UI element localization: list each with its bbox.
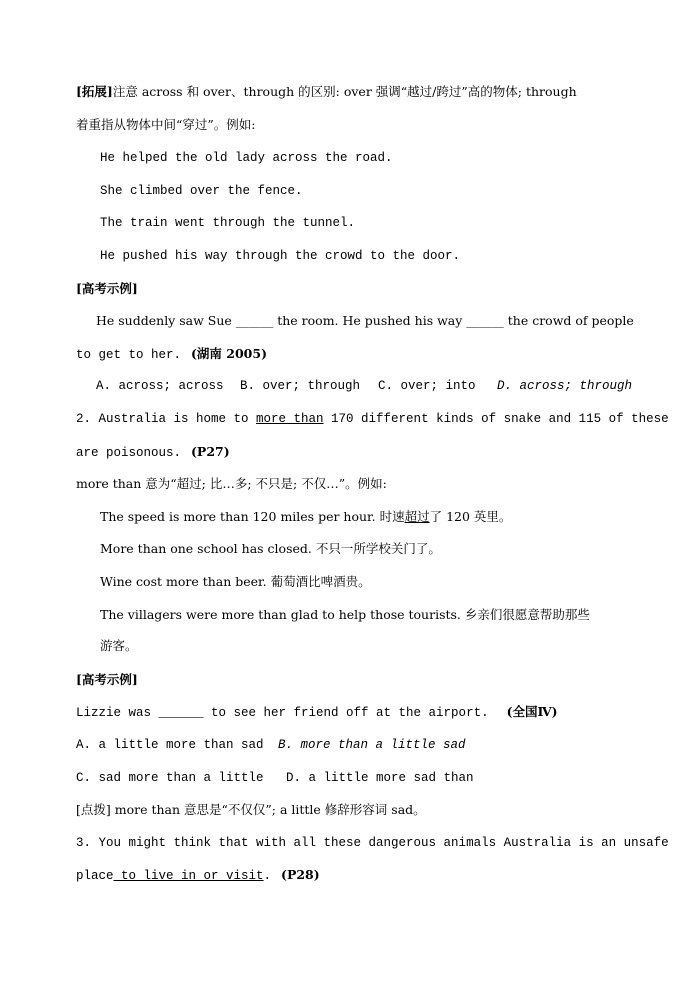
item3-line-2 [76, 867, 320, 884]
gaokao2-hint: [点拨] more than 意思是“不仅仅”; a little 修辞形容词 sad。 [76, 802, 426, 817]
gaokao1-question-end: to get to her. [76, 348, 182, 362]
gaokao1-question-line-1: He suddenly saw Sue ______ the room. He pushed his way ______ the crowd of people [96, 313, 634, 328]
expand-example-4: He pushed his way through the crowd to the door. [100, 249, 461, 263]
item3-pre: place [76, 869, 114, 883]
item2-line-2-text: are poisonous. [76, 446, 182, 460]
expand-line-1 [76, 84, 577, 100]
gaokao2-source: (全国Ⅳ) [506, 704, 558, 719]
gaokao1-option-c: C. over; into [378, 379, 476, 393]
item2-line-2 [76, 444, 230, 461]
gaokao2-option-d: D. a little more sad than [286, 771, 474, 785]
item2-underlined: more than [256, 412, 324, 426]
gaokao2-option-b: B. more than a little sad [278, 738, 466, 752]
item3-page-ref: (P28) [281, 867, 320, 882]
expand-example-2: She climbed over the fence. [100, 184, 303, 198]
gaokao-heading-2: [高考示例] [76, 672, 138, 687]
expand-tag: [拓展] [76, 84, 113, 99]
expand-text-1: 注意 across 和 over、through 的区别: over 强调“越过/跨过”高的物体; through [112, 84, 577, 99]
expand-example-1: He helped the old lady across the road. [100, 151, 393, 165]
gaokao2-option-a: A. a little more than sad [76, 738, 264, 752]
item2-explanation: more than 意为“超过; 比…多; 不只是; 不仅…”。例如: [76, 476, 387, 491]
item2-post: 170 different kinds of snake and 115 of these [323, 412, 669, 426]
item2-page-ref: (P27) [191, 444, 230, 459]
expand-line-2: 着重指从物体中间“穿过”。例如: [76, 117, 256, 132]
item3-line-1: 3. You might think that with all these dangerous animals Australia is an unsafe [76, 836, 669, 850]
item2-example-3: Wine cost more than beer. 葡萄酒比啤酒贵。 [100, 574, 371, 589]
item2-example-1 [100, 509, 511, 525]
item2-example-4-line-1: The villagers were more than glad to help those tourists. 乡亲们很愿意帮助那些 [100, 607, 590, 622]
gaokao-heading-1: [高考示例] [76, 281, 138, 296]
gaokao1-option-a: A. across; across [96, 379, 224, 393]
item2-pre: 2. Australia is home to [76, 412, 257, 426]
item2-example-1-end: 了 120 英里。 [429, 509, 512, 524]
expand-example-3: The train went through the tunnel. [100, 216, 356, 230]
gaokao1-question-line-2 [76, 346, 267, 363]
gaokao2-question: Lizzie was ______ to see her friend off at the airport. [76, 706, 489, 720]
gaokao1-option-d: D. across; through [497, 379, 633, 393]
item2-example-2: More than one school has closed. 不只一所学校关门了。 [100, 541, 441, 556]
item2-line-1 [76, 411, 669, 427]
item2-example-1-underlined: 超过 [404, 509, 430, 524]
gaokao2-option-c: C. sad more than a little [76, 771, 264, 785]
item3-underlined: to live in or visit [113, 869, 264, 883]
gaokao1-option-b: B. over; through [240, 379, 361, 393]
gaokao1-source: (湖南 2005) [191, 346, 267, 361]
gaokao2-question-line [76, 704, 558, 721]
item2-example-1-text: The speed is more than 120 miles per hour. 时速 [100, 509, 405, 524]
item3-post: . [263, 869, 272, 883]
item2-example-4-line-2: 游客。 [100, 638, 138, 653]
